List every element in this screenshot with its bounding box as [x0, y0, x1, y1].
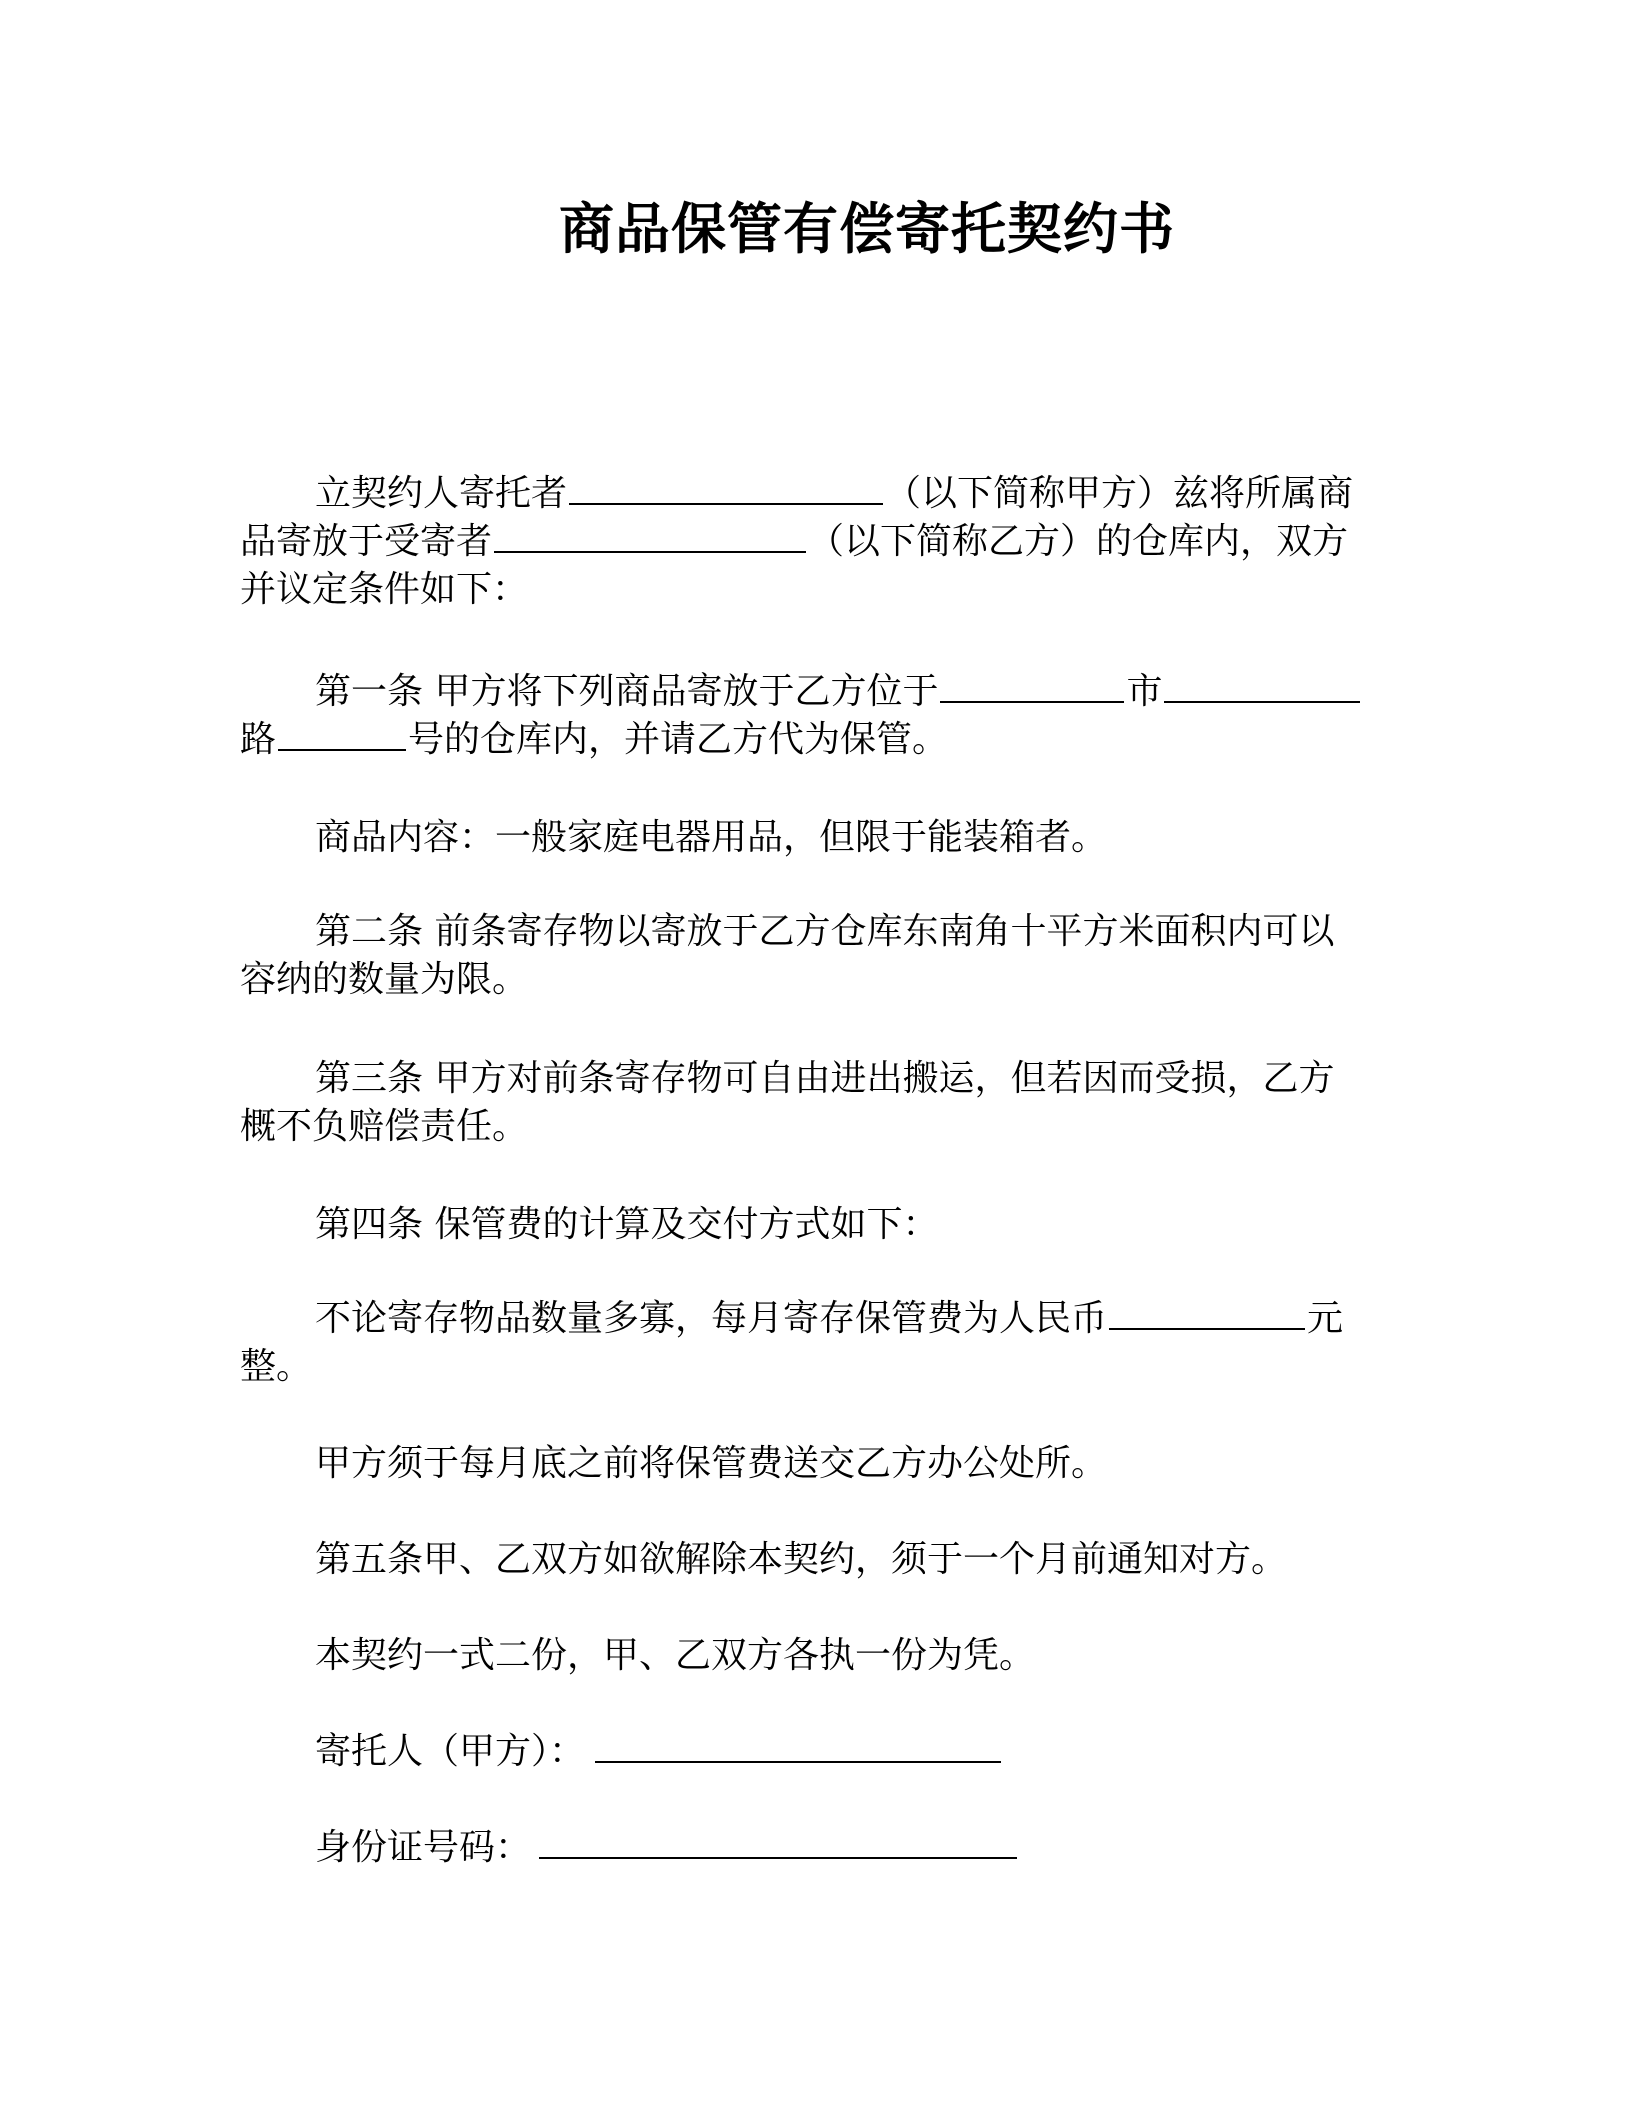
- depositary-name-blank: [494, 521, 806, 553]
- article-3-paragraph: 第三条 甲方对前条寄存物可自由进出搬运，但若因而受损，乙方概不负赔偿责任。: [240, 1058, 1335, 1147]
- fee-amount-blank: [1109, 1298, 1305, 1330]
- article-1-text-3: 路: [240, 719, 277, 760]
- preamble-text-3: （以下简称乙方）的仓库内，双方并议定条件如下：: [240, 521, 1349, 610]
- article-5-paragraph: 第五条甲、乙双方如欲解除本契约，须于一个月前通知对方。: [315, 1539, 1288, 1580]
- preamble-paragraph: [240, 470, 1370, 614]
- article-1-paragraph: [240, 668, 1385, 764]
- fee-text-1: 不论寄存物品数量多寡，每月寄存保管费为人民币: [315, 1298, 1108, 1339]
- depositor-signature-line: [240, 1728, 1370, 1776]
- id-number-blank: [539, 1827, 1017, 1859]
- article-4-paragraph: 第四条 保管费的计算及交付方式如下：: [315, 1204, 939, 1245]
- fee-paragraph: [240, 1295, 1370, 1391]
- depositor-name-blank: [569, 473, 883, 505]
- article-2-paragraph: 第二条 前条寄存物以寄放于乙方仓库东南角十平方米面积内可以容纳的数量为限。: [240, 911, 1335, 1000]
- article-1-text-1: 第一条 甲方将下列商品寄放于乙方位于: [315, 671, 939, 712]
- preamble-text-1: 立契约人寄托者: [315, 473, 568, 514]
- road-blank: [1164, 671, 1360, 703]
- id-number-line: [240, 1824, 1370, 1872]
- id-number-label: 身份证号码：: [315, 1827, 532, 1868]
- depositor-label: 寄托人（甲方）：: [315, 1731, 586, 1772]
- document-title: 商品保管有偿寄托契约书: [558, 197, 1175, 261]
- payment-paragraph: 甲方须于每月底之前将保管费送交乙方办公处所。: [315, 1443, 1108, 1484]
- number-blank: [278, 719, 406, 751]
- goods-paragraph: 商品内容：一般家庭电器用品，但限于能装箱者。: [315, 817, 1108, 858]
- article-1-text-4: 号的仓库内，并请乙方代为保管。: [408, 719, 949, 760]
- depositor-signature-blank: [595, 1731, 1001, 1763]
- copies-paragraph: 本契约一式二份，甲、乙双方各执一份为凭。: [315, 1635, 1036, 1676]
- fee-text-2: 元整。: [240, 1298, 1344, 1387]
- preamble-text-2: （以下简称甲方）兹将所属商品寄放于受寄者: [240, 473, 1354, 562]
- article-1-text-2: 市: [1126, 671, 1163, 712]
- city-blank: [940, 671, 1124, 703]
